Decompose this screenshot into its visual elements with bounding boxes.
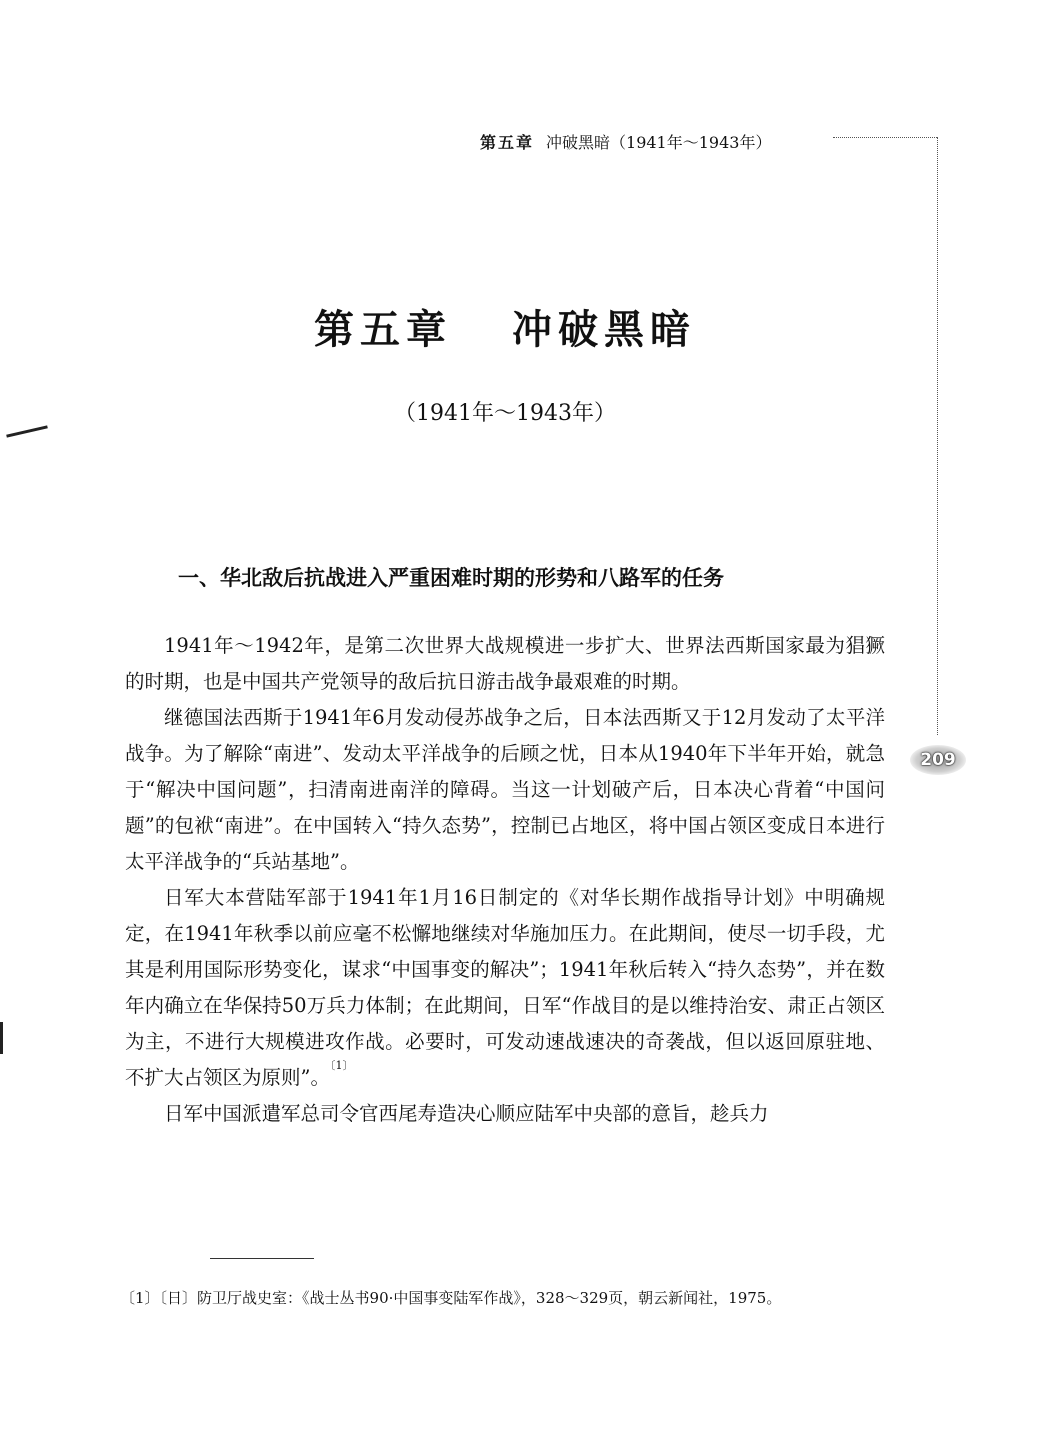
footnote: 〔1〕〔日〕防卫厅战史室：《战士丛书90·中国事变陆军作战》，328～329页，朝云新闻社，1975。 bbox=[120, 1289, 782, 1307]
section-heading: 一、华北敌后抗战进入严重困难时期的形势和八路军的任务 bbox=[178, 566, 724, 590]
page-number-badge bbox=[910, 745, 966, 775]
footnote-reference: 〔1〕 bbox=[329, 1059, 354, 1072]
running-head-dotted-rule bbox=[833, 137, 937, 138]
paragraph-text: 日军大本营陆军部于1941年1月16日制定的《对华长期作战指导计划》中明确规定，在1941年秋季以前应毫不松懈地继续对华施加压力。在此期间，使尽一切手段，尤其是利用国际形势变化，谋求“中国事变的解决”；1941年秋后转入“持久态势”，并在数年内确立在华保持50万兵力体制；在此期间，日军“作战目的是以维持治安、肃正占领区为主，不进行大规模进攻作战。必要时，可发动速战速决的奇袭战，但以返回原驻地、不扩大占领区为原则”。 bbox=[125, 886, 885, 1089]
scan-artifact-bar bbox=[0, 1022, 3, 1054]
chapter-title bbox=[0, 298, 1010, 355]
chapter-period: （1941年～1943年） bbox=[394, 401, 616, 426]
footnote-divider bbox=[210, 1258, 314, 1259]
scan-artifact-mark bbox=[6, 425, 48, 437]
running-head-chapter-label: 第五章 bbox=[480, 133, 535, 152]
margin-dotted-rule bbox=[937, 137, 938, 735]
paragraph: 1941年～1942年，是第二次世界大战规模进一步扩大、世界法西斯国家最为猖獗的时期，也是中国共产党领导的敌后抗日游击战争最艰难的时期。 bbox=[125, 634, 885, 693]
running-head bbox=[480, 130, 771, 153]
paragraph: 日军中国派遣军总司令官西尾寿造决心顺应陆军中央部的意旨，趁兵力 bbox=[164, 1102, 769, 1125]
chapter-number: 第五章 bbox=[314, 307, 452, 353]
running-head-title: 冲破黑暗（1941年～1943年） bbox=[546, 133, 772, 152]
paragraph bbox=[125, 880, 885, 1096]
page-number: 209 bbox=[920, 750, 956, 770]
body-text bbox=[125, 628, 885, 1132]
paragraph: 继德国法西斯于1941年6月发动侵苏战争之后，日本法西斯又于12月发动了太平洋战争。为了解除“南进”、发动太平洋战争的后顾之忧，日本从1940年下半年开始，就急于“解决中国问题”，扫清南进南洋的障碍。当这一计划破产后，日本决心背着“中国问题”的包袱“南进”。在中国转入“持久态势”，控制已占地区，将中国占领区变成日本进行太平洋战争的“兵站基地”。 bbox=[125, 706, 885, 873]
chapter-name: 冲破黑暗 bbox=[512, 307, 696, 353]
